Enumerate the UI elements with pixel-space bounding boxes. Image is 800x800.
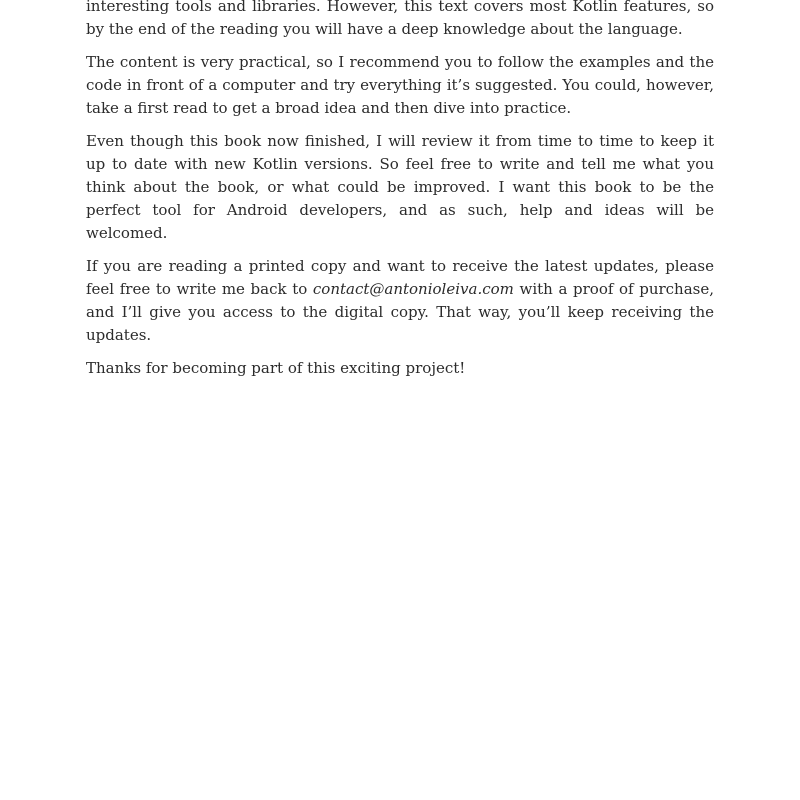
contact-email-link[interactable]: contact@antonioleiva.com bbox=[312, 280, 514, 298]
printed-copy-text-after: with a proof of purchase, and I’ll give you access to the digital copy. That way, you’ll keep receiving the updates. bbox=[86, 280, 715, 344]
paragraph-practical-content: The content is very practical, so I recommend you to follow the examples and the code in front of a computer and try everything it’s suggested. You could, however, take a first read to get a broad idea and then dive into practice. bbox=[86, 53, 714, 117]
paragraph-thanks: Thanks for becoming part of this exciting project! bbox=[86, 359, 466, 377]
book-page bbox=[86, 0, 714, 800]
paragraph-kotlin-coverage: interesting tools and libraries. However, this text covers most Kotlin features, so by the end of the reading you will have a deep knowledge about the language. bbox=[86, 0, 714, 38]
paragraph-printed-copy bbox=[86, 255, 714, 347]
paragraph-book-updates: Even though this book now finished, I will review it from time to time to keep it up to date with new Kotlin versions. So feel free to write and tell me what you think about the book, or what could be improved. I want this book to be the perfect tool for Android developers, and as such, help and ideas will be welcomed. bbox=[86, 132, 714, 242]
printed-copy-text-before: If you are reading a printed copy and want to receive the latest updates, please feel free to write me back to bbox=[86, 257, 714, 298]
